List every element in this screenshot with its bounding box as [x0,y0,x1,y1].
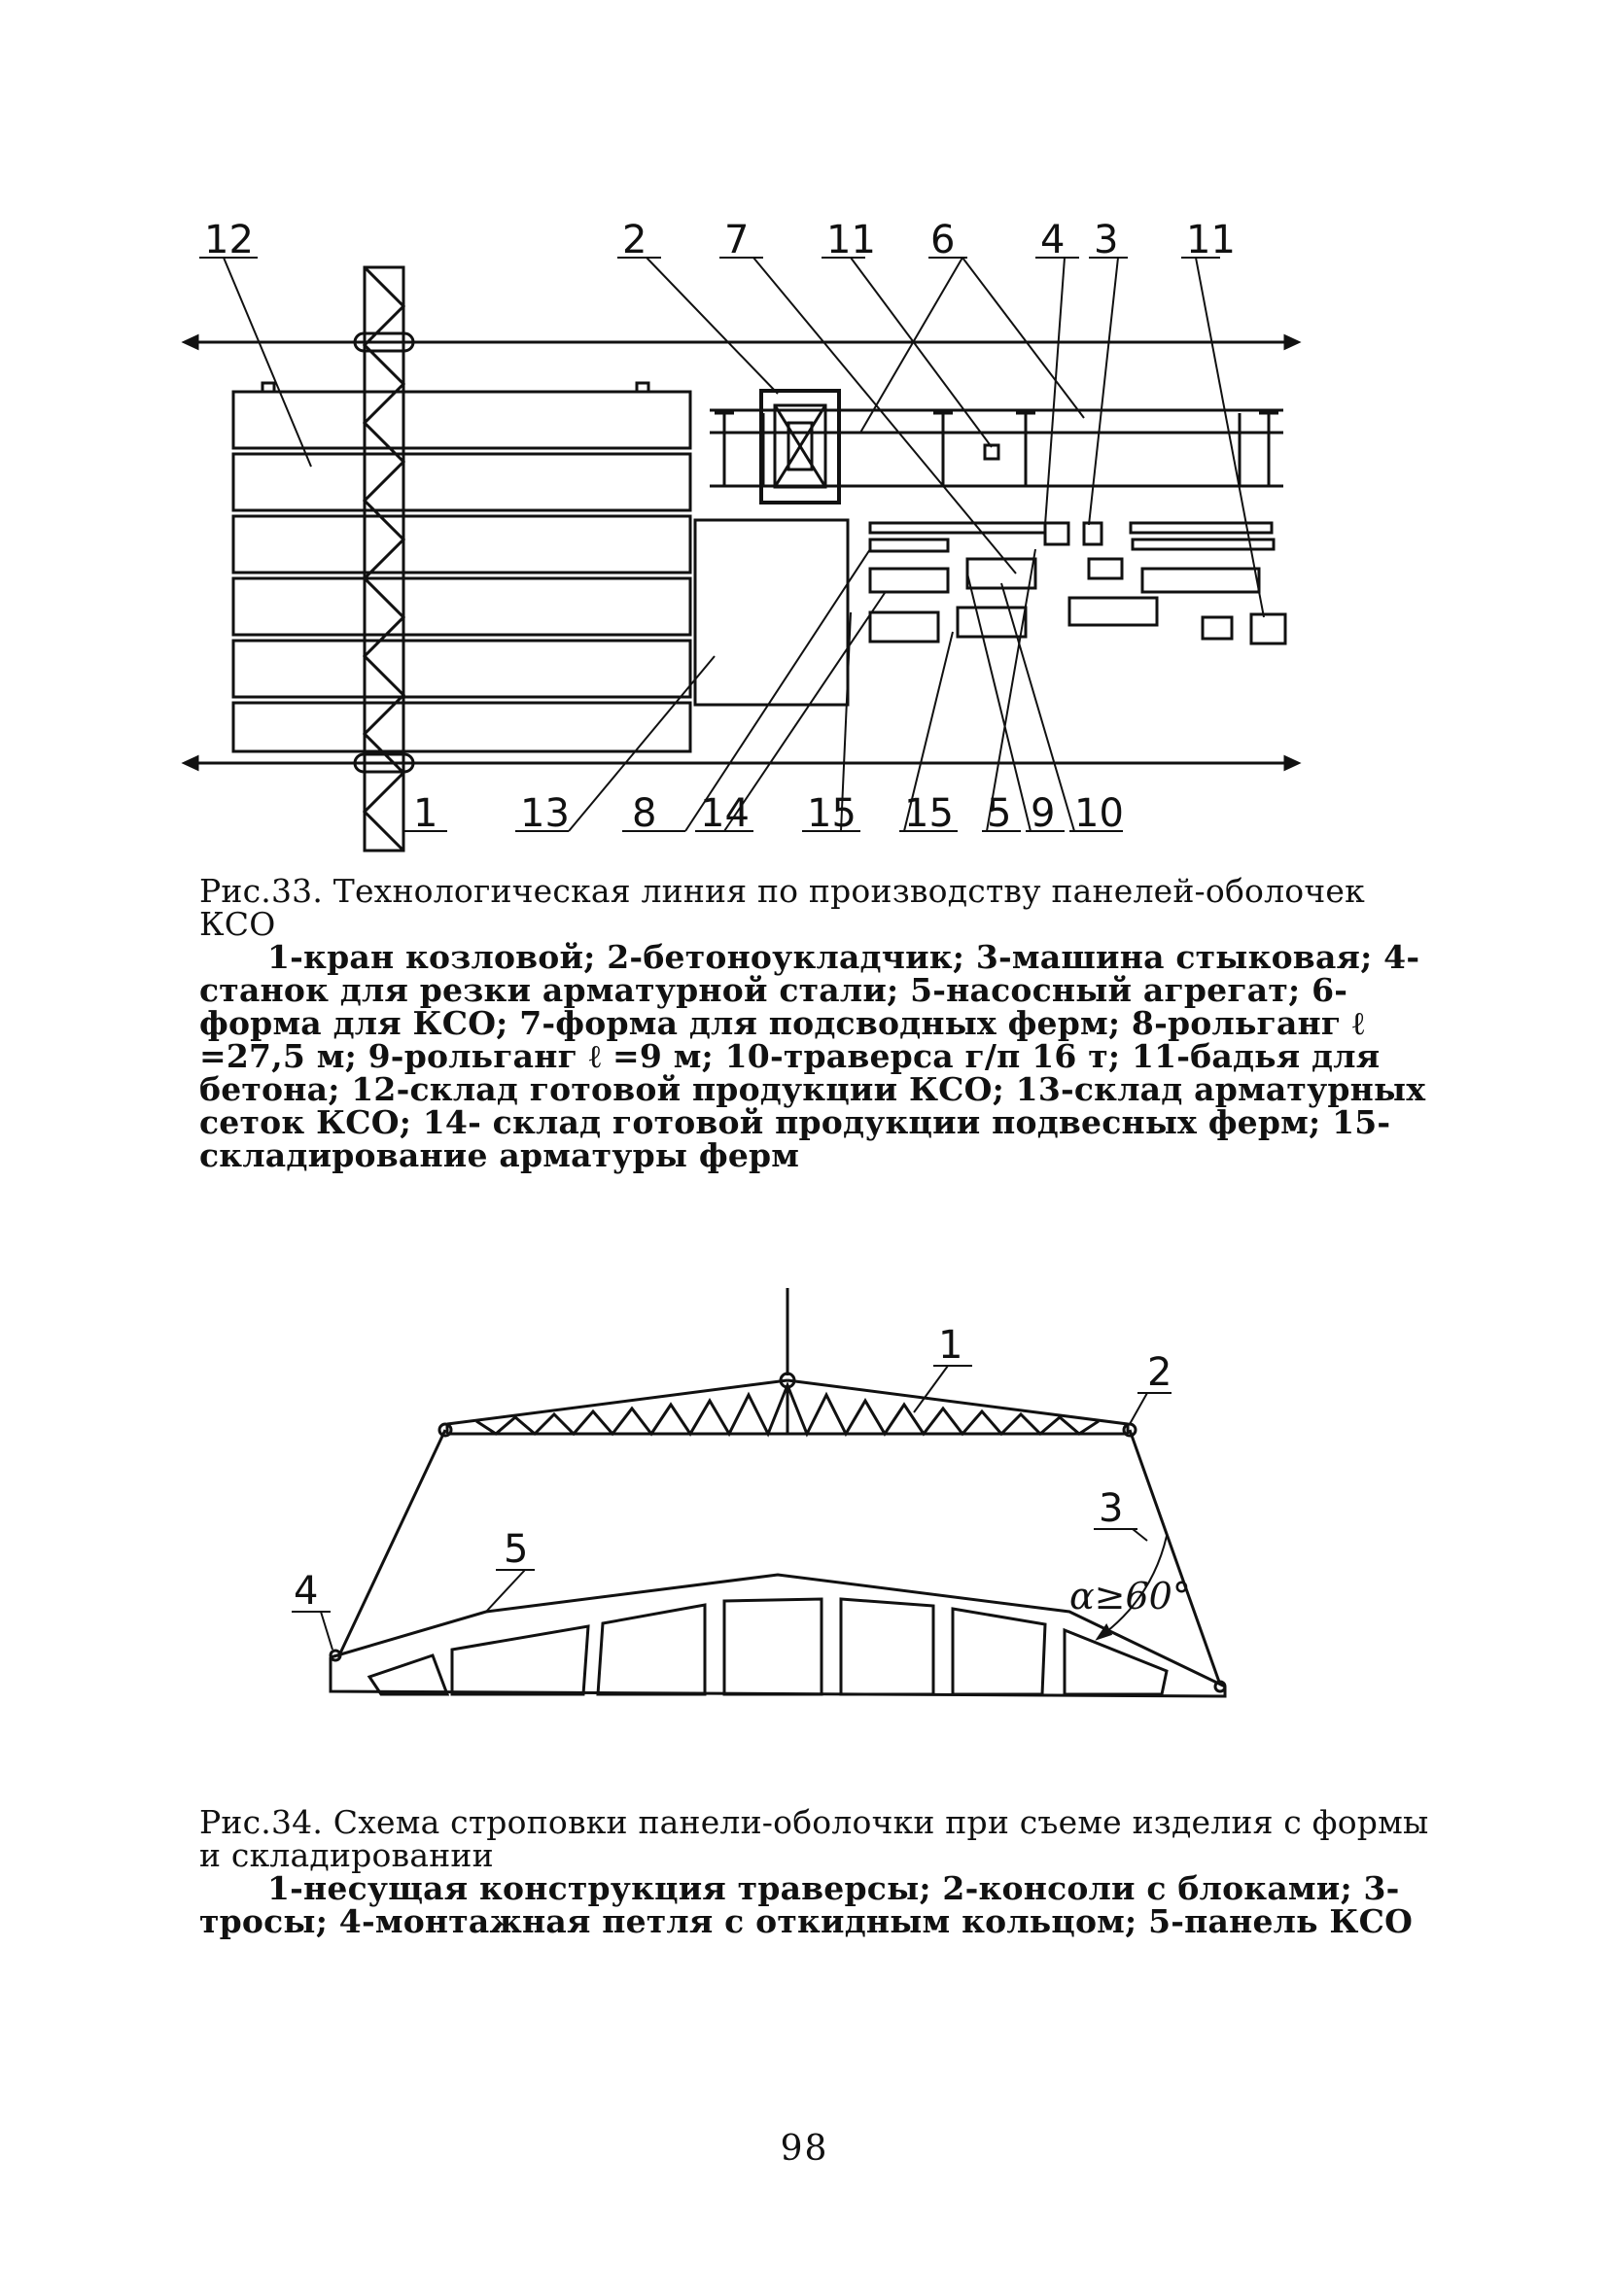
roller-9 [1142,569,1259,592]
label-13: 13 [520,791,570,836]
label-9: 9 [1031,791,1056,836]
label-4: 4 [1040,218,1066,262]
form-6-right [1016,413,1278,486]
figure-34-caption-legend: 1-несущая конструкция траверсы; 2-консоли с блоками; 3-тросы; 4-монтажная петля с откидным кольцом; 5-панель КСО [199,1869,1414,1940]
traverse-10 [1251,614,1285,644]
label-8: 8 [632,791,657,836]
storage-15b [1069,598,1157,625]
label-fig34-5: 5 [504,1527,529,1572]
figure-33-caption [199,872,1429,1174]
figure-33-caption-legend: 1-кран козловой; 2-бетоноукладчик; 3-машина стыковая; 4-станок для резки арматурной стали; 5-насосный агрегат; 6-форма для КСО; 7-форма для подсводных ферм; 8-рольганг ℓ =27,5 м; 9-рольганг ℓ =9 м; 10-траверса г/п 16 т; 11-бадья для бетона; 12-склад готовой продукции КСО; 13-склад арматурных сеток КСО; 14- склад готовой продукции подвесных ферм; 15-складирование арматуры ферм [199,938,1426,1174]
label-7: 7 [724,218,750,262]
equipment-groups [870,523,1285,644]
form-6-left [715,413,953,486]
label-fig34-2: 2 [1147,1350,1172,1395]
butt-machine-3 [1084,523,1102,544]
figure-33-caption-title: Рис.33. Технологическая линия по производству панелей-оболочек КСО [199,872,1365,943]
warehouse-12-panels [233,383,690,751]
bucket-11-b [1203,617,1232,639]
label-3: 3 [1094,218,1119,262]
label-2: 2 [622,218,647,262]
figure-34-slinging-scheme [292,1288,1264,1755]
label-12: 12 [204,218,254,262]
label-fig34-3: 3 [1099,1486,1124,1531]
label-15a: 15 [807,791,857,836]
label-fig34-4: 4 [294,1569,319,1614]
label-11-right: 11 [1186,218,1236,262]
label-11-top: 11 [826,218,876,262]
pump-unit-5 [1089,559,1122,578]
label-10: 10 [1074,791,1124,836]
concrete-bucket-11 [985,445,998,459]
page-number: 98 [780,2129,829,2169]
cutting-machine-4 [1045,523,1068,544]
warehouse-13 [695,520,848,705]
figure-34-caption-title: Рис.34. Схема строповки панели-оболочки при съеме изделия с формы и складировании [199,1803,1429,1874]
traverse-truss-1 [447,1380,1128,1434]
leader-lines-top [199,258,1264,617]
label-15b: 15 [904,791,954,836]
label-6: 6 [930,218,956,262]
label-14: 14 [700,791,750,836]
angle-label: α≥60° [1069,1575,1191,1618]
figure-33-production-line [180,218,1337,870]
leader-lines-bottom [403,549,1123,831]
cable-left [338,1430,445,1657]
label-fig34-1: 1 [938,1323,963,1368]
figure-34-caption [199,1803,1429,1940]
label-5: 5 [987,791,1012,836]
label-1: 1 [413,791,438,836]
